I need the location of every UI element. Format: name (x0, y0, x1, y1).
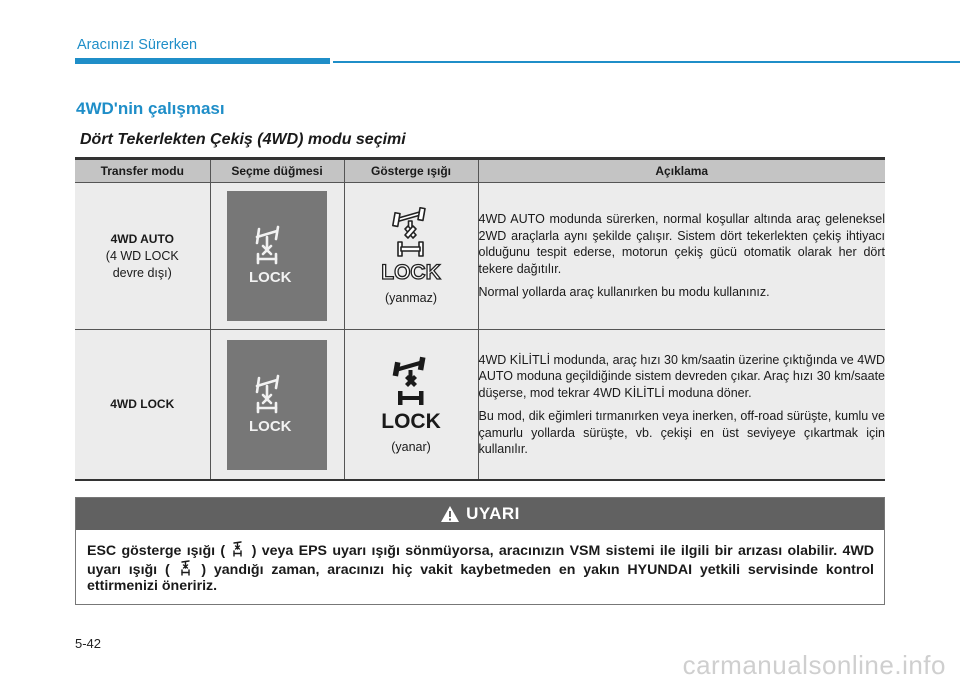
column-header: Gösterge ışığı (344, 159, 478, 183)
table-row (75, 330, 885, 481)
watermark: carmanualsonline.info (682, 650, 946, 680)
indicator-cell (344, 330, 478, 481)
4wd-lock-button-icon (247, 225, 307, 287)
mode-table (75, 157, 885, 481)
4wd-lock-button (227, 191, 327, 321)
warning-box (75, 497, 885, 605)
warning-text (76, 530, 884, 595)
table-header-row (75, 159, 885, 183)
column-header: Transfer modu (75, 159, 210, 183)
page-number: 5-42 (75, 636, 102, 651)
button-lock-label: LOCK (249, 269, 292, 286)
indicator-cell (344, 183, 478, 330)
indicator-lock-label: LOCK (381, 261, 441, 283)
description-paragraph: Bu mod, dik eğimleri tırmanırken veya inerken, off-road sürüşte, kumlu ve çamurlu yollarda sürüşte, vb. çekişi en üst seviyeye çıkartmak için kullanılır. (478, 409, 885, 456)
warning-text-part: ESC gösterge ışığı ( (87, 543, 226, 559)
description-paragraph: 4WD KİLİTLİ modunda, araç hızı 30 km/saatin üzerine çıktığında ve 4WD AUTO moduna geçildiğinde sistem devreden çıkar. Araç hızı 30 km/saate düşerse, mod tekrar 4WD KİLİTLİ moduna döner. (478, 352, 885, 400)
indicator-note: (yanar) (391, 439, 431, 454)
page-subheading: Dört Tekerlekten Çekiş (4WD) modu seçimi (80, 131, 406, 148)
column-header: Seçme düğmesi (210, 159, 344, 183)
warning-triangle-icon (440, 505, 460, 523)
table-row (75, 183, 885, 330)
button-lock-label: LOCK (249, 417, 292, 435)
description-cell (478, 330, 885, 481)
warning-header (76, 498, 884, 530)
description-cell (478, 183, 885, 330)
4wd-lock-button (227, 340, 327, 470)
4wd-warning-indicator-icon (178, 560, 194, 576)
button-cell (210, 330, 344, 481)
column-header: Açıklama (478, 159, 885, 183)
mode-subtitle: devre dışı) (112, 265, 172, 280)
header-rule-thick (75, 58, 330, 64)
warning-text-part: ) veya EPS uyarı ışığı sönmüyorsa, aracınızın VSM sistemi ile ilgili bir arızası olabilir. 4WD uyarı ışığı ( (87, 543, 874, 578)
description-paragraph: 4WD AUTO modunda sürerken, normal koşullar altında araç geleneksel 2WD araçlarla aynı şekilde çalışır. Sistem dört tekerlekten çekiş ihtiyacı olduğunu tespit ederse, motorun çekiş gücü otomatik olarak her dört tekere dağıtılır. (478, 212, 885, 276)
mode-cell (75, 183, 210, 330)
mode-name: 4WD LOCK (110, 397, 175, 411)
section-title: Aracınızı Sürerken (77, 37, 198, 53)
page-heading: 4WD'nin çalışması (76, 99, 225, 118)
4wd-lock-indicator-filled-icon (379, 356, 443, 432)
mode-name: 4WD AUTO (110, 231, 174, 246)
warning-text-part: ) yandığı zaman, aracınızı hiç vakit kaybetmeden en yakın HYUNDAI yetkili servisinde kontrol ettirmenizi öneririz. (87, 561, 874, 594)
indicator-lock-label: LOCK (381, 409, 441, 432)
mode-cell (75, 330, 210, 481)
mode-subtitle: (4 WD LOCK (105, 248, 179, 263)
4wd-lock-indicator-outline-icon (379, 207, 443, 283)
button-cell (210, 183, 344, 330)
description-paragraph: Normal yollarda araç kullanırken bu modu kullanınız. (478, 285, 770, 300)
4wd-lock-button-icon (247, 374, 307, 436)
esc-indicator-icon (230, 541, 246, 557)
indicator-note: (yanmaz) (384, 291, 438, 305)
header-rule-thin (333, 61, 960, 63)
warning-title: UYARI (466, 504, 520, 523)
